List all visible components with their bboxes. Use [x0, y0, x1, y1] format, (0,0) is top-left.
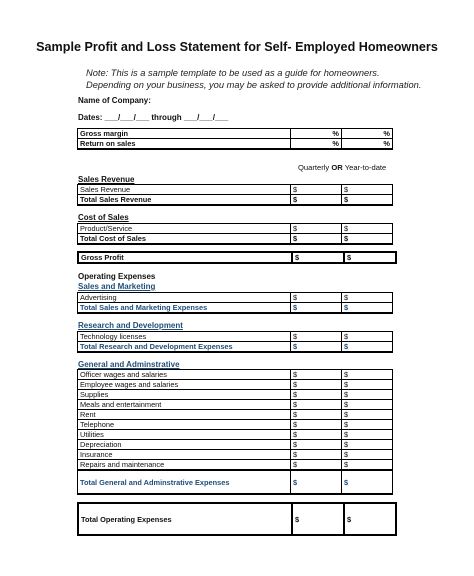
table-row-label: Repairs and maintenance	[78, 460, 291, 471]
sales-table	[77, 184, 393, 206]
currency-cell[interactable]: $	[291, 450, 342, 460]
currency-cell[interactable]: $	[291, 470, 342, 494]
margin-pct-cell[interactable]: %	[291, 129, 342, 139]
research-development-heading: Research and Development	[78, 321, 183, 330]
currency-cell[interactable]: $	[291, 430, 342, 440]
period-or: OR	[331, 163, 343, 172]
currency-cell[interactable]: $	[291, 342, 342, 353]
sales-marketing-table	[77, 292, 393, 314]
currency-cell[interactable]: $	[342, 470, 393, 494]
cost-of-sales-heading: Cost of Sales	[78, 213, 129, 222]
currency-cell[interactable]: $	[342, 460, 393, 471]
currency-cell[interactable]: $	[342, 420, 393, 430]
margin-pct-cell[interactable]: %	[342, 139, 393, 150]
currency-cell[interactable]: $	[342, 303, 393, 314]
currency-cell[interactable]: $	[342, 332, 393, 342]
total-operating-label: Total Operating Expenses	[78, 503, 292, 535]
currency-cell[interactable]: $	[342, 195, 393, 206]
total-row-label: Total Sales Revenue	[78, 195, 291, 206]
currency-cell[interactable]: $	[291, 380, 342, 390]
table-row-label: Meals and entertainment	[78, 400, 291, 410]
currency-cell[interactable]: $	[291, 293, 342, 303]
currency-cell[interactable]: $	[342, 450, 393, 460]
currency-cell[interactable]: $	[291, 370, 342, 380]
currency-cell[interactable]: $	[291, 332, 342, 342]
currency-cell[interactable]: $	[342, 440, 393, 450]
currency-cell[interactable]: $	[342, 410, 393, 420]
currency-cell[interactable]: $	[291, 303, 342, 314]
margin-table	[77, 128, 393, 150]
research-development-table	[77, 331, 393, 353]
sales-revenue-heading: Sales Revenue	[78, 175, 135, 184]
table-row-label: Utilities	[78, 430, 291, 440]
general-admin-table	[77, 369, 393, 495]
currency-cell[interactable]: $	[291, 440, 342, 450]
currency-cell[interactable]: $	[291, 460, 342, 471]
total-row-label: Total General and Adminstrative Expenses	[78, 470, 291, 494]
margin-pct-cell[interactable]: %	[291, 139, 342, 150]
table-row-label: Insurance	[78, 450, 291, 460]
currency-cell[interactable]: $	[342, 390, 393, 400]
operating-expenses-heading: Operating Expenses	[78, 272, 156, 281]
currency-cell[interactable]: $	[291, 410, 342, 420]
table-row-label: Employee wages and salaries	[78, 380, 291, 390]
cost-table	[77, 223, 393, 245]
table-row-label: Sales Revenue	[78, 185, 291, 195]
period-quarterly: Quarterly	[298, 163, 330, 172]
currency-cell[interactable]: $	[344, 252, 396, 263]
gross-profit-label: Gross Profit	[78, 252, 292, 263]
currency-cell[interactable]: $	[291, 185, 342, 195]
general-admin-heading: General and Adminstrative	[78, 360, 180, 369]
currency-cell[interactable]: $	[342, 370, 393, 380]
currency-cell[interactable]: $	[342, 293, 393, 303]
currency-cell[interactable]: $	[291, 195, 342, 206]
gross-profit-table	[77, 251, 397, 264]
total-operating-table	[77, 502, 397, 536]
note-line-1: Note: This is a sample template to be used as a guide for homeowners.	[86, 68, 380, 78]
table-row-label: Supplies	[78, 390, 291, 400]
currency-cell[interactable]: $	[342, 342, 393, 353]
margin-row-label: Return on sales	[78, 139, 291, 150]
table-row-label: Officer wages and salaries	[78, 370, 291, 380]
currency-cell[interactable]: $	[342, 224, 393, 234]
margin-pct-cell[interactable]: %	[342, 129, 393, 139]
page-title: Sample Profit and Loss Statement for Self- Employed Homeowners	[36, 40, 438, 54]
total-row-label: Total Cost of Sales	[78, 234, 291, 245]
table-row-label: Product/Service	[78, 224, 291, 234]
period-ytd: Year-to-date	[344, 163, 387, 172]
note-line-2: Depending on your business, you may be asked to provide additional information.	[86, 80, 422, 90]
total-row-label: Total Sales and Marketing Expenses	[78, 303, 291, 314]
currency-cell[interactable]: $	[291, 224, 342, 234]
currency-cell[interactable]: $	[291, 234, 342, 245]
currency-cell[interactable]: $	[342, 400, 393, 410]
currency-cell[interactable]: $	[291, 390, 342, 400]
currency-cell[interactable]: $	[344, 503, 396, 535]
table-row-label: Advertising	[78, 293, 291, 303]
currency-cell[interactable]: $	[292, 252, 344, 263]
margin-row-label: Gross margin	[78, 129, 291, 139]
dates-label[interactable]: Dates: ___/___/___ through ___/___/___	[78, 113, 229, 122]
currency-cell[interactable]: $	[291, 420, 342, 430]
currency-cell[interactable]: $	[342, 234, 393, 245]
sales-marketing-heading: Sales and Marketing	[78, 282, 156, 291]
period-header	[298, 163, 386, 172]
table-row-label: Telephone	[78, 420, 291, 430]
currency-cell[interactable]: $	[342, 430, 393, 440]
company-name-label[interactable]: Name of Company:	[78, 96, 151, 105]
table-row-label: Rent	[78, 410, 291, 420]
total-row-label: Total Research and Development Expenses	[78, 342, 291, 353]
table-row-label: Depreciation	[78, 440, 291, 450]
table-row-label: Technology licenses	[78, 332, 291, 342]
currency-cell[interactable]: $	[342, 185, 393, 195]
currency-cell[interactable]: $	[342, 380, 393, 390]
currency-cell[interactable]: $	[292, 503, 344, 535]
currency-cell[interactable]: $	[291, 400, 342, 410]
